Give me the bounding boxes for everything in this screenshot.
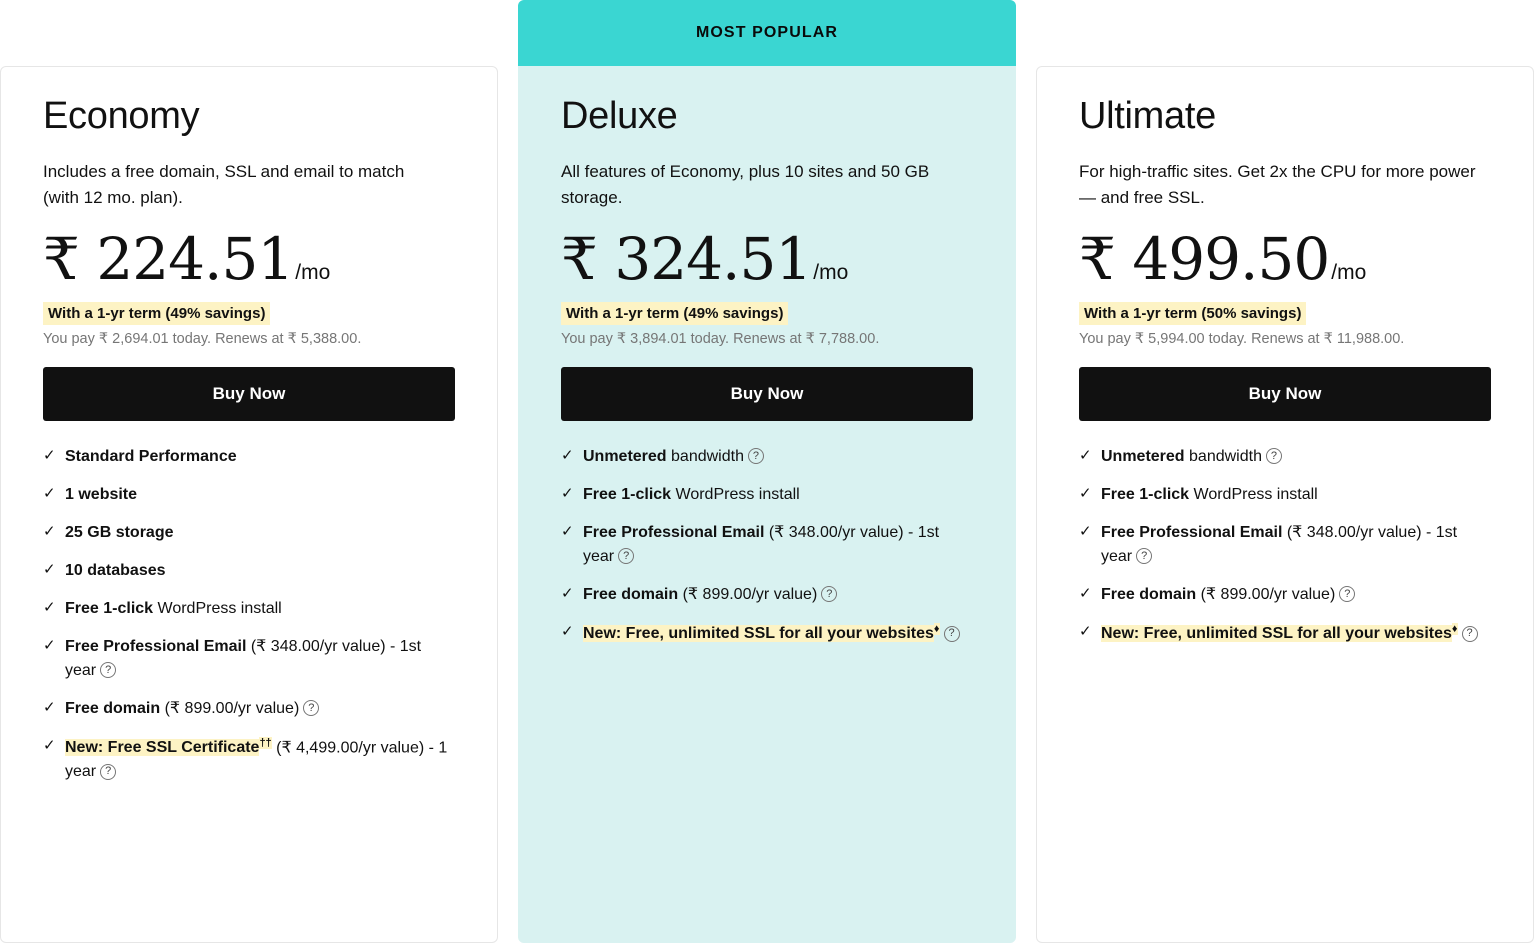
feature-item [43, 697, 455, 721]
renewal-note: You pay ₹ 2,694.01 today. Renews at ₹ 5,388.00. [43, 330, 362, 347]
feature-item [1079, 583, 1491, 607]
plan-card-ultimate [1036, 66, 1534, 943]
plan-column-deluxe [518, 0, 1016, 943]
feature-label: Free domain (₹ 899.00/yr value) ? [583, 583, 973, 607]
feature-label: New: Free, unlimited SSL for all your websites♦ ? [583, 621, 973, 646]
plan-description: For high-traffic sites. Get 2x the CPU for more power— and free SSL. [1079, 161, 1476, 208]
feature-item [1079, 445, 1491, 469]
check-icon: ✓ [43, 484, 56, 502]
feature-item [43, 597, 455, 621]
price-amount: ₹ 499.50 [1079, 224, 1330, 293]
feature-label: Free 1-click WordPress install [583, 485, 800, 503]
plan-price [43, 224, 455, 293]
check-icon: ✓ [1079, 446, 1092, 464]
feature-label: New: Free, unlimited SSL for all your websites♦ ? [1101, 621, 1491, 646]
feature-label: New: Free SSL Certificate†† (₹ 4,499.00/yr value) - 1 year ? [65, 736, 448, 780]
plan-title: Ultimate [1079, 95, 1216, 137]
feature-item [43, 635, 455, 683]
plan-column-ultimate [1036, 0, 1534, 943]
renewal-note: You pay ₹ 3,894.01 today. Renews at ₹ 7,788.00. [561, 330, 880, 347]
feature-label: Free Professional Email (₹ 348.00/yr value) - 1st year ? [583, 523, 940, 565]
feature-item [1079, 621, 1491, 646]
buy-now-button-ultimate[interactable]: Buy Now [1079, 367, 1491, 421]
term-badge: With a 1-yr term (50% savings) [1079, 302, 1306, 325]
price-period: /mo [813, 260, 849, 284]
feature-label: 10 databases [65, 561, 166, 579]
renewal-note: You pay ₹ 5,994.00 today. Renews at ₹ 11,988.00. [1079, 330, 1405, 347]
feature-item [1079, 521, 1491, 569]
check-icon: ✓ [1079, 622, 1092, 640]
check-icon: ✓ [561, 622, 574, 640]
feature-item [43, 521, 455, 545]
feature-list [43, 445, 455, 784]
plan-price [1079, 224, 1491, 293]
price-amount: ₹ 324.51 [561, 224, 812, 293]
info-icon[interactable]: ? [100, 662, 116, 678]
feature-label: 25 GB storage [65, 523, 174, 541]
check-icon: ✓ [43, 736, 56, 754]
feature-list [1079, 445, 1491, 646]
price-period: /mo [1331, 260, 1367, 284]
check-icon: ✓ [561, 484, 574, 502]
check-icon: ✓ [561, 446, 574, 464]
feature-item [561, 445, 973, 469]
feature-item [1079, 483, 1491, 507]
feature-item [43, 735, 455, 784]
check-icon: ✓ [43, 636, 56, 654]
feature-item [561, 483, 973, 507]
check-icon: ✓ [1079, 484, 1092, 502]
check-icon: ✓ [561, 584, 574, 602]
feature-label: Free domain (₹ 899.00/yr value) ? [65, 697, 455, 721]
check-icon: ✓ [43, 522, 56, 540]
plan-description: Includes a free domain, SSL and email to match (with 12 mo. plan). [43, 161, 405, 208]
feature-label: Free Professional Email (₹ 348.00/yr value) - 1st year ? [1101, 523, 1458, 565]
info-icon[interactable]: ? [303, 700, 319, 716]
plan-description: All features of Economy, plus 10 sites and 50 GB storage. [561, 161, 930, 208]
info-icon[interactable]: ? [100, 764, 116, 780]
plan-column-economy [0, 0, 498, 943]
info-icon[interactable]: ? [1339, 586, 1355, 602]
price-period: /mo [295, 260, 331, 284]
feature-item [43, 483, 455, 507]
feature-label: Free Professional Email (₹ 348.00/yr value) - 1st year ? [65, 637, 422, 679]
check-icon: ✓ [561, 522, 574, 540]
check-icon: ✓ [43, 598, 56, 616]
buy-now-button-economy[interactable]: Buy Now [43, 367, 455, 421]
feature-item [561, 621, 973, 646]
feature-item [43, 559, 455, 583]
feature-item [561, 583, 973, 607]
plan-title: Deluxe [561, 95, 678, 137]
feature-label: Standard Performance [65, 447, 237, 465]
most-popular-banner: MOST POPULAR [518, 0, 1016, 66]
check-icon: ✓ [1079, 584, 1092, 602]
info-icon[interactable]: ? [1462, 626, 1478, 642]
feature-label: Unmetered bandwidth ? [1101, 445, 1491, 469]
feature-label: Unmetered bandwidth ? [583, 445, 973, 469]
info-icon[interactable]: ? [618, 548, 634, 564]
feature-label: Free domain (₹ 899.00/yr value) ? [1101, 583, 1491, 607]
info-icon[interactable]: ? [944, 626, 960, 642]
check-icon: ✓ [43, 446, 56, 464]
price-amount: ₹ 224.51 [43, 224, 294, 293]
check-icon: ✓ [43, 698, 56, 716]
plan-card-economy [0, 66, 498, 943]
info-icon[interactable]: ? [1136, 548, 1152, 564]
plan-title: Economy [43, 95, 200, 137]
plan-price [561, 224, 973, 293]
term-badge: With a 1-yr term (49% savings) [561, 302, 788, 325]
info-icon[interactable]: ? [1266, 448, 1282, 464]
plan-card-deluxe [518, 66, 1016, 943]
buy-now-button-deluxe[interactable]: Buy Now [561, 367, 973, 421]
check-icon: ✓ [43, 560, 56, 578]
feature-item [43, 445, 455, 469]
feature-label: 1 website [65, 485, 138, 503]
term-badge: With a 1-yr term (49% savings) [43, 302, 270, 325]
feature-list [561, 445, 973, 646]
info-icon[interactable]: ? [748, 448, 764, 464]
info-icon[interactable]: ? [821, 586, 837, 602]
feature-label: Free 1-click WordPress install [1101, 485, 1318, 503]
feature-item [561, 521, 973, 569]
check-icon: ✓ [1079, 522, 1092, 540]
feature-label: Free 1-click WordPress install [65, 599, 282, 617]
